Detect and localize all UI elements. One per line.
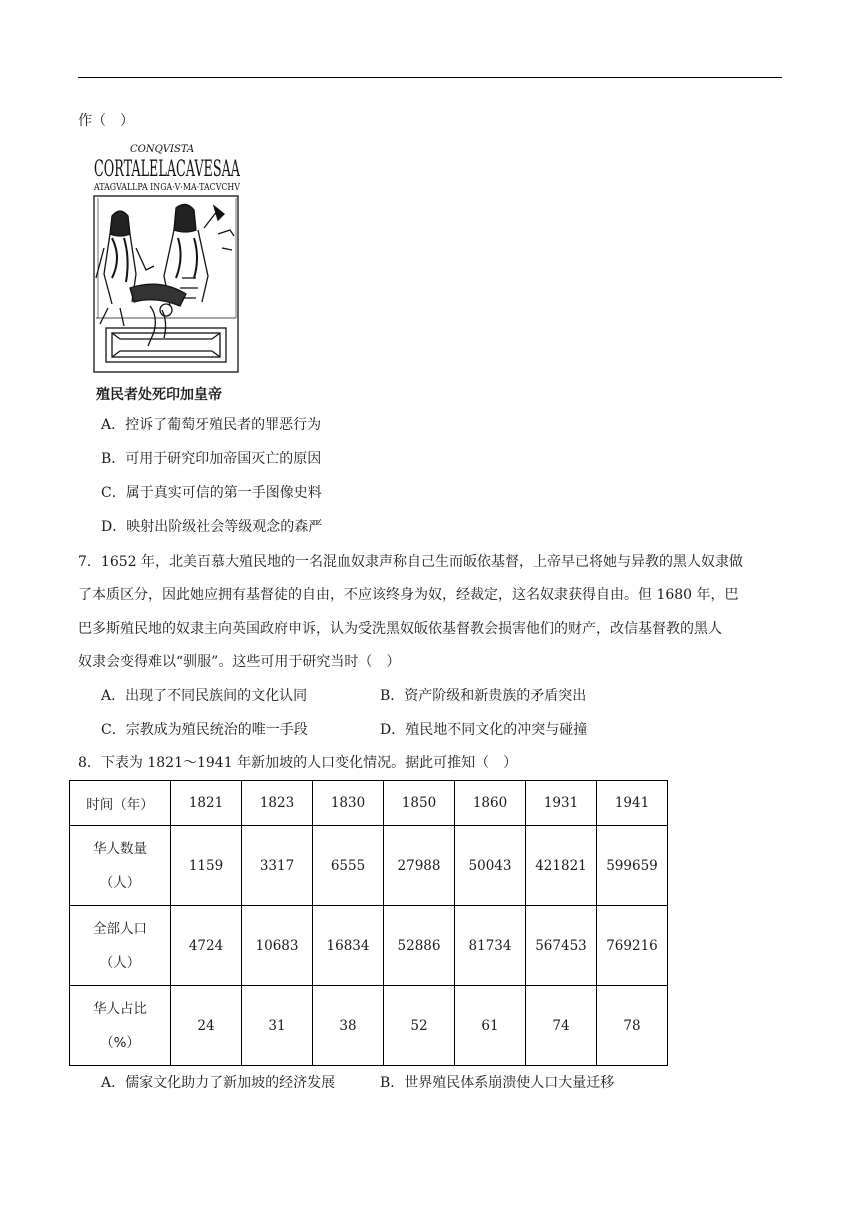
table-cell: 567453 (526, 906, 597, 986)
q6-option-b[interactable]: B．可用于研究印加帝国灭亡的原因 (101, 451, 322, 467)
header-rule (78, 77, 782, 78)
table-cell: 4724 (171, 906, 242, 986)
q6-option-a[interactable]: A．控诉了葡萄牙殖民者的罪恶行为 (101, 417, 322, 433)
row-label-line-2: （%） (100, 1034, 140, 1051)
table-year-cell: 1941 (597, 781, 668, 826)
q6-stem-tail: 作（ ） (78, 113, 134, 129)
table-cell: 10683 (242, 906, 313, 986)
table-cell: 31 (242, 986, 313, 1066)
table-year-cell: 1830 (313, 781, 384, 826)
table-cell: 74 (526, 986, 597, 1066)
table-cell: 1159 (171, 826, 242, 906)
q7-stem-line-4: 奴隶会变得难以“驯服”。这些可用于研究当时（ ） (78, 654, 401, 670)
table-cell: 38 (313, 986, 384, 1066)
q8-option-a[interactable]: A．儒家文化助力了新加坡的经济发展 (101, 1075, 336, 1091)
row-label-line-1: 华人占比 (93, 1000, 147, 1017)
table-cell: 52886 (384, 906, 455, 986)
q8-option-b[interactable]: B．世界殖民体系崩溃使人口大量迁移 (380, 1075, 615, 1091)
table-cell: 24 (171, 986, 242, 1066)
row-label-line-1: 华人数量 (93, 840, 147, 857)
q7-stem-line-1: 7．1652 年，北美百慕大殖民地的一名混血奴隶声称自己生而皈依基督，上帝早已将她与异教的黑人奴隶做 (78, 554, 743, 570)
table-row-chinese-share (70, 986, 668, 1066)
q6-option-c[interactable]: C．属于真实可信的第一手图像史料 (101, 485, 322, 501)
table-cell: 769216 (597, 906, 668, 986)
figure-caption: 殖民者处死印加皇帝 (96, 387, 222, 403)
q6-option-d[interactable]: D．映射出阶级社会等级观念的森严 (101, 519, 323, 535)
q7-stem-line-3: 巴多斯殖民地的奴隶主向英国政府申诉，认为受洗黑奴皈依基督教会损害他们的财产，改信基督教的黑人 (78, 621, 722, 637)
table-cell: 81734 (455, 906, 526, 986)
table-row-label (70, 826, 171, 906)
q7-stem-line-2: 了本质区分，因此她应拥有基督徒的自由，不应该终身为奴，经裁定，这名奴隶获得自由。但 1680 年，巴 (78, 587, 739, 603)
table-cell: 16834 (313, 906, 384, 986)
q7-option-d[interactable]: D．殖民地不同文化的冲突与碰撞 (380, 722, 588, 738)
row-label-line-1: 全部人口 (93, 920, 147, 937)
row-label-line-2: （人） (99, 954, 141, 971)
table-cell: 50043 (455, 826, 526, 906)
image-title-line-1: CONQVISTA (130, 144, 195, 155)
table-row-chinese-count (70, 826, 668, 906)
table-row-label (70, 986, 171, 1066)
table-year-cell: 1823 (242, 781, 313, 826)
table-cell: 599659 (597, 826, 668, 906)
image-title-line-2: CORTALELACAVESAA (94, 157, 241, 182)
q7-option-b[interactable]: B．资产阶级和新贵族的矛盾突出 (380, 688, 587, 704)
table-cell: 6555 (313, 826, 384, 906)
row-label-line-2: （人） (99, 874, 141, 891)
table-cell: 27988 (384, 826, 455, 906)
table-cell: 78 (597, 986, 668, 1066)
table-year-cell: 1860 (455, 781, 526, 826)
table-row-total-population (70, 906, 668, 986)
q7-option-c[interactable]: C．宗教成为殖民统治的唯一手段 (101, 722, 308, 738)
table-cell: 3317 (242, 826, 313, 906)
population-table (69, 780, 668, 1066)
execution-woodcut-image (90, 138, 242, 374)
table-year-cell: 1931 (526, 781, 597, 826)
q8-stem: 8．下表为 1821～1941 年新加坡的人口变化情况。据此可推知（ ） (78, 755, 518, 771)
table-year-cell: 1850 (384, 781, 455, 826)
image-title-line-3: ATAGVALLPA INGA·V·MA·TACVCHV (93, 183, 241, 193)
table-row-label (70, 906, 171, 986)
table-cell: 421821 (526, 826, 597, 906)
table-year-cell: 1821 (171, 781, 242, 826)
table-header-label: 时间（年） (70, 781, 171, 826)
table-cell: 52 (384, 986, 455, 1066)
table-header-row (70, 781, 668, 826)
table-cell: 61 (455, 986, 526, 1066)
q7-option-a[interactable]: A．出现了不同民族间的文化认同 (101, 688, 308, 704)
